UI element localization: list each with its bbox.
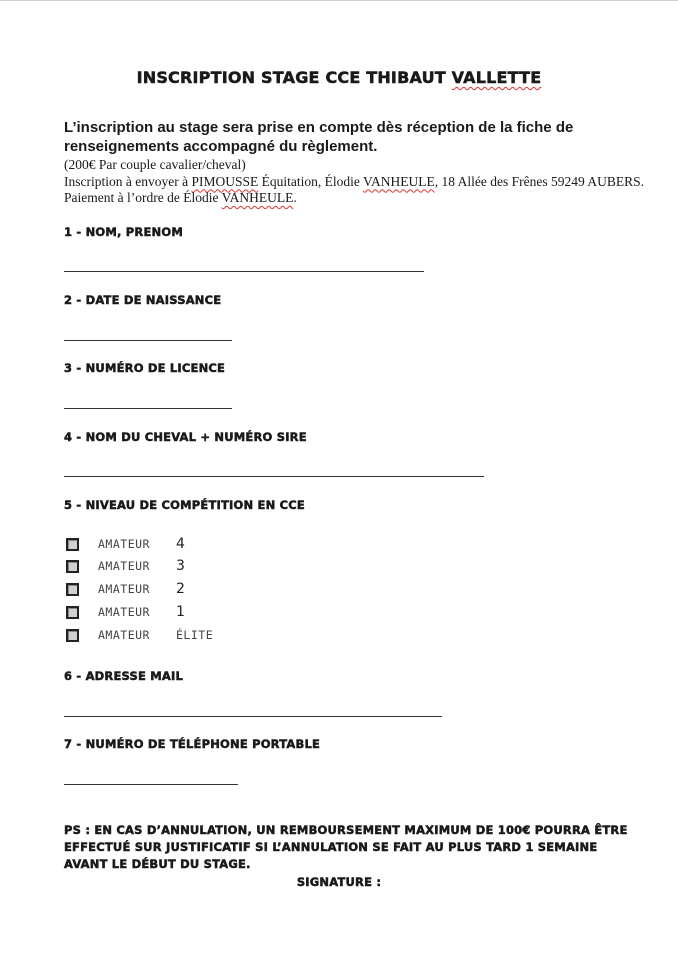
level-word: AMATEUR: [98, 605, 150, 619]
level-value: 4: [176, 536, 185, 552]
signature-label: SIGNATURE :: [296, 875, 382, 889]
title-name: VALLETTE: [451, 68, 542, 87]
cancellation-note: PS : EN CAS D’ANNULATION, UN REMBOURSEMENT MAXIMUM DE 100€ POURRA ÊTRE EFFECTUÉ SUR JUSTIFICATIF SI L’ANNULATION SE FAIT AU PLUS TARD 1 SEMAINE AVANT LE DÉBUT DU STAGE.: [64, 823, 628, 871]
field-label-birthdate: 2 - DATE DE NAISSANCE: [64, 293, 222, 307]
surname: VANHEULE: [362, 173, 435, 189]
level-option[interactable]: [66, 557, 185, 575]
level-word: AMATEUR: [98, 582, 150, 596]
field-label-phone: 7 - NUMÉRO DE TÉLÉPHONE PORTABLE: [64, 737, 321, 751]
mailing-address: Inscription à envoyer à PIMOUSSE Équitation, Élodie VANHEULE, 18 Allée des Frênes 59249 AUBERS. Paiement à l’ordre de Élodie VANHEULE.: [64, 173, 644, 205]
checkbox[interactable]: [66, 606, 79, 619]
checkbox[interactable]: [66, 538, 79, 551]
field-label-level: 5 - NIVEAU DE COMPÉTITION EN CCE: [64, 498, 305, 512]
phone-line[interactable]: [64, 784, 238, 785]
field-label-email: 6 - ADRESSE MAIL: [64, 669, 183, 683]
brand-name: PIMOUSSE: [191, 173, 259, 189]
level-option[interactable]: [66, 580, 185, 598]
field-label-name: 1 - NOM, PRENOM: [64, 225, 183, 239]
level-value: 2: [176, 581, 185, 597]
name-line[interactable]: [64, 271, 424, 272]
level-value: 1: [176, 604, 185, 620]
level-word: AMATEUR: [98, 628, 150, 642]
level-option[interactable]: [66, 535, 185, 553]
email-line[interactable]: [64, 716, 442, 717]
intro-details: [64, 157, 644, 207]
page-title: [0, 68, 678, 87]
checkbox[interactable]: [66, 583, 79, 596]
level-value: ÉLITE: [176, 628, 214, 642]
level-value: 3: [176, 558, 185, 574]
level-option[interactable]: [66, 626, 213, 644]
intro-notice: L’inscription au stage sera prise en compte dès réception de la fiche de renseignements accompagné du règlement.: [64, 119, 574, 155]
license-line[interactable]: [64, 408, 232, 409]
field-label-license: 3 - NUMÉRO DE LICENCE: [64, 361, 226, 375]
title-prefix: INSCRIPTION STAGE CCE THIBAUT: [136, 68, 452, 87]
surname: VANHEULE: [221, 190, 294, 205]
level-word: AMATEUR: [98, 537, 150, 551]
level-word: AMATEUR: [98, 559, 150, 573]
checkbox[interactable]: [66, 560, 79, 573]
field-label-horse: 4 - NOM DU CHEVAL + NUMÉRO SIRE: [64, 430, 307, 444]
price-note: (200€ Par couple cavalier/cheval): [64, 157, 246, 172]
birthdate-line[interactable]: [64, 340, 232, 341]
checkbox[interactable]: [66, 629, 79, 642]
level-option[interactable]: [66, 603, 185, 621]
horse-line[interactable]: [64, 476, 484, 477]
